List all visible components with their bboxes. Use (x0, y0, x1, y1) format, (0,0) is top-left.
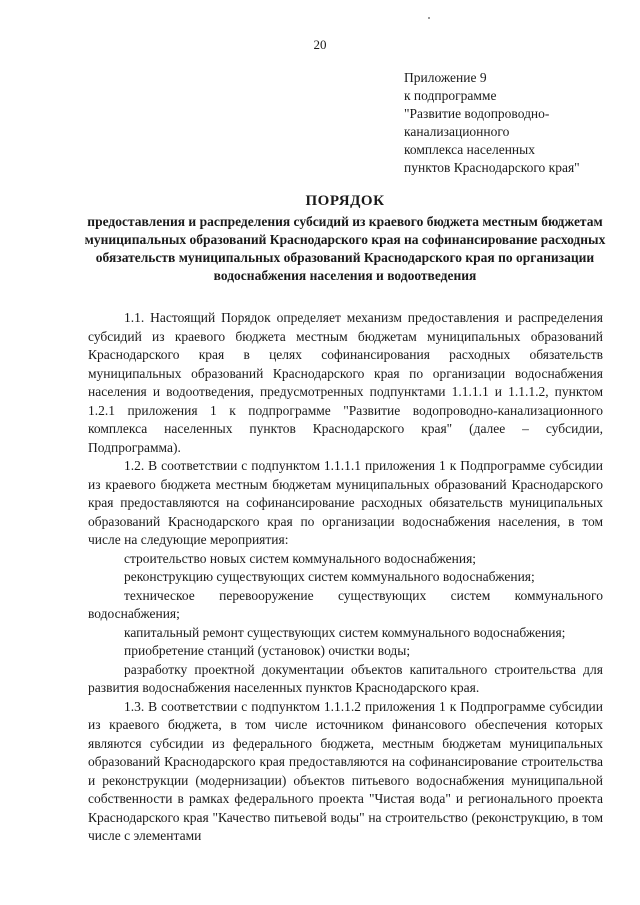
list-item: разработку проектной документации объектов капитального строительства для развития водоснабжения населенных пунктов Краснодарского края. (88, 661, 603, 695)
appendix-line: пунктов Краснодарского края" (404, 160, 580, 175)
document-title: ПОРЯДОК (305, 193, 385, 209)
list-item: строительство новых систем коммунального водоснабжения; (124, 550, 477, 566)
appendix-line: канализационного (404, 124, 510, 139)
document-subtitle: предоставления и распределения субсидий из краевого бюджета местным бюджетам муниципальных образований Краснодарского края на софинансирование расходных обязательств муниципальных образований Краснодарского края по организации водоснабжения населения и водоотведения (84, 214, 606, 283)
paragraph-1-2: 1.2. В соответствии с подпунктом 1.1.1.1 приложения 1 к Подпрограмме субсидии из краевого бюджета местным бюджетам муниципальных образований Краснодарского края предоставляются на софинансирование расходных обязательств муниципальных образований Краснодарского края по организации водоснабжения населения, в том числе на следующие мероприятия: (88, 458, 603, 547)
list-item: техническое перевооружение существующих систем коммунального водоснабжения; (88, 587, 603, 621)
list-item: приобретение станций (установок) очистки воды; (124, 643, 411, 658)
document-heading (80, 190, 610, 285)
paragraph-1-3: 1.3. В соответствии с подпунктом 1.1.1.2 приложения 1 к Подпрограмме субсидии из краевого бюджета, в том числе источником финансового обеспечения которых являются субсидии из федерального бюджета, местным бюджетам муниципальных образований Краснодарского края предоставляются на софинансирование строительства и реконструкции (модернизации) объектов питьевого водоснабжения муниципальной собственности в рамках федерального проекта "Чистая вода" и регионального проекта Краснодарского края "Качество питьевой воды" на строительство (реконструкцию, в том числе с элементами (88, 698, 603, 843)
paragraph-1-1: 1.1. Настоящий Порядок определяет механизм предоставления и распределения субсидий из краевого бюджета местным бюджетам муниципальных образований Краснодарского края в целях софинансирования расходных обязательств муниципальных образований Краснодарского края по организации водоснабжения населения и водоотведения, предусмотренных подпунктами 1.1.1.1 и 1.1.1.2, пунктом 1.2.1 приложения 1 к подпрограмме "Развитие водопроводно-канализационного комплекса населенных пунктов Краснодарского края" (далее – субсидии, Подпрограмма). (88, 310, 603, 455)
appendix-line: "Развитие водопроводно- (404, 106, 550, 121)
appendix-line: Приложение 9 (404, 70, 487, 85)
list-item: капитальный ремонт существующих систем коммунального водоснабжения; (124, 624, 566, 640)
list-item: реконструкцию существующих систем коммунального водоснабжения; (124, 569, 535, 584)
scan-speck (428, 17, 430, 19)
appendix-block (404, 69, 624, 177)
document-body (88, 309, 603, 846)
appendix-line: комплекса населенных (404, 142, 535, 157)
page-number: 20 (313, 37, 327, 52)
appendix-line: к подпрограмме (404, 88, 497, 103)
